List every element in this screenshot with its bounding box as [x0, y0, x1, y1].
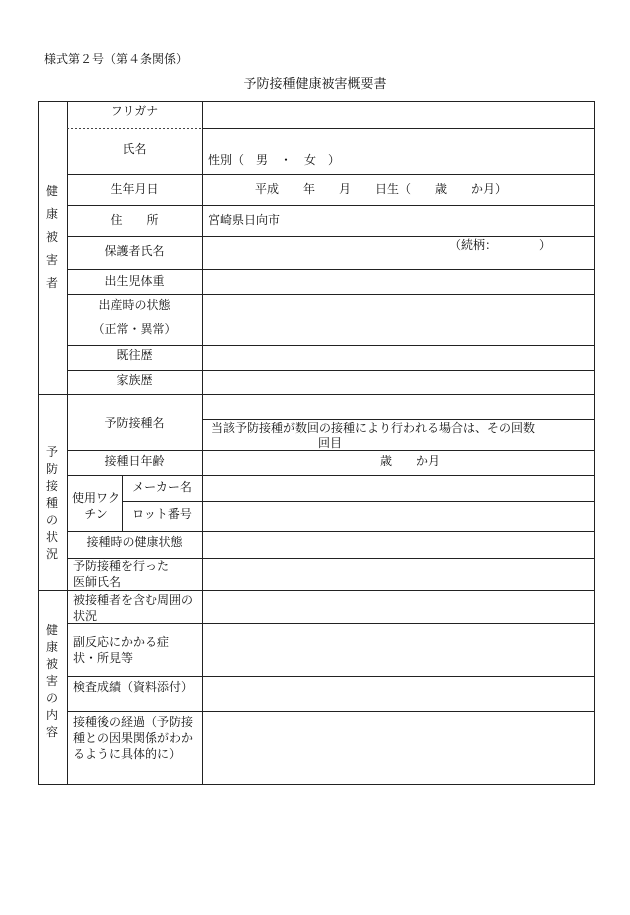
label-surroundings: 被接種者を含む周囲の状況: [73, 593, 194, 623]
label-used-vaccine: 使用ワクチン: [72, 491, 121, 521]
label-name: 氏名: [122, 142, 147, 156]
address-value: 宮崎県日向市: [208, 213, 281, 227]
label-birth-state: 出産時の状態: [98, 298, 171, 312]
label-family-history: 家族歴: [116, 373, 153, 387]
dose-count: 回目: [318, 436, 343, 450]
age-value: 歳 か月: [380, 454, 441, 468]
label-age: 接種日年齢: [104, 454, 165, 468]
label-tests: 検査成績（資料添付）: [73, 680, 194, 694]
section-heading-vaccination: 予防接種の状況: [45, 445, 58, 561]
label-furigana: フリガナ: [110, 104, 159, 118]
label-guardian: 保護者氏名: [104, 244, 165, 258]
label-progress: 接種後の経過（予防接種との因果関係がわかるように具体的に）: [73, 715, 194, 761]
birthdate-value: 平成 年 月 日生（ 歳 か月）: [255, 182, 508, 196]
section-heading-patient: 健康被害者: [45, 184, 58, 290]
label-address: 住 所: [110, 213, 159, 227]
page-title: 予防接種健康被害概要書: [243, 77, 387, 92]
label-birth-weight: 出生児体重: [104, 274, 165, 288]
multi-dose-note: 当該予防接種が数回の接種により行われる場合は、その回数: [211, 421, 536, 435]
relation-value: （続柄： ）: [449, 238, 552, 252]
sex-selection: 性別（ 男 ・ 女 ）: [208, 153, 341, 167]
form-number: 様式第２号（第４条関係）: [44, 52, 189, 66]
label-doctor: 予防接種を行った医師氏名: [73, 559, 170, 589]
section-heading-damage: 健康被害の内容: [45, 623, 58, 739]
label-lot: ロット番号: [132, 507, 192, 521]
label-birthdate: 生年月日: [110, 182, 159, 196]
label-history: 既往歴: [116, 348, 153, 362]
label-birth-state-options: （正常・異常）: [92, 322, 177, 336]
label-side-effects: 副反応にかかる症状・所見等: [73, 635, 170, 665]
label-maker: メーカー名: [132, 480, 192, 494]
label-vaccine-name: 予防接種名: [104, 416, 165, 430]
label-health-state: 接種時の健康状態: [86, 535, 183, 549]
